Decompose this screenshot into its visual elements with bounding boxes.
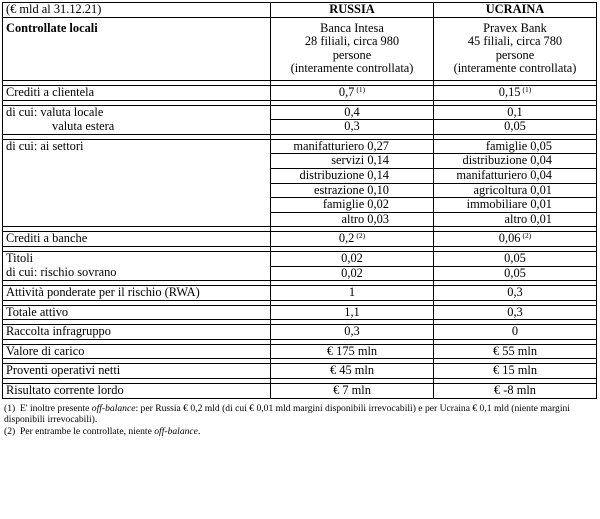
- value-ucraina: 0,1: [434, 105, 597, 120]
- row-label: Raccolta infragruppo: [3, 325, 271, 340]
- settori-row: [3, 154, 597, 169]
- raccolta-row: [3, 325, 597, 340]
- value-russia: 0,4: [271, 105, 434, 120]
- sector-russia: estrazione 0,10: [271, 183, 434, 198]
- row-label: Attività ponderate per il rischio (RWA): [3, 286, 271, 301]
- value-russia: 1,1: [271, 305, 434, 320]
- footnote-mark: (2): [522, 231, 532, 241]
- totale-attivo-row: [3, 305, 597, 320]
- sector-ucraina: manifatturiero 0,04: [434, 168, 597, 183]
- row-label: Titoli: [3, 251, 271, 266]
- footnote-text: Per entrambe le controllate, niente: [19, 425, 155, 437]
- value-russia: 1: [271, 286, 434, 301]
- value-russia: 0,3: [271, 120, 434, 135]
- valore-carico-row: [3, 344, 597, 359]
- sector-ucraina: famiglie 0,05: [434, 139, 597, 154]
- footnote-emphasis: off-balance: [91, 402, 136, 414]
- text-line: persone: [495, 47, 535, 62]
- value-ucraina: 0: [434, 325, 597, 340]
- value-ucraina: € 15 mln: [434, 364, 597, 379]
- footnote-mark: (1): [356, 84, 366, 94]
- settori-row: [3, 212, 597, 227]
- unit-label: (€ mld al 31.12.21): [3, 3, 271, 18]
- settori-row: [3, 198, 597, 213]
- subsidiary-ucraina: [434, 17, 597, 80]
- value-russia: € 7 mln: [271, 384, 434, 399]
- footnote-1: [4, 403, 596, 426]
- footnote-text: : per Russia € 0,2 mld (di cui € 0,01 mld margini disponibili irrevocabili) e per Ucraina € 0,1 mld (niente margini disponibili irrevocabili).: [4, 402, 570, 426]
- sector-ucraina: agricoltura 0,01: [434, 183, 597, 198]
- footnote-mark: (1): [4, 402, 16, 414]
- row-label: Crediti a clientela: [3, 85, 271, 100]
- valuta-estera-row: [3, 120, 597, 135]
- row-label: Totale attivo: [3, 305, 271, 320]
- value-russia: 0,02: [271, 251, 434, 266]
- row-label: di cui: rischio sovrano: [3, 266, 271, 281]
- text-line: 28 filiali, circa 980: [304, 34, 400, 49]
- controllate-row: [3, 17, 597, 80]
- value: 0,06: [498, 231, 521, 246]
- footnote-mark: (2): [4, 425, 16, 437]
- value-russia: € 45 mln: [271, 364, 434, 379]
- sector-ucraina: distribuzione 0,04: [434, 154, 597, 169]
- proventi-row: [3, 364, 597, 379]
- document: [2, 2, 596, 437]
- value-ucraina: 0,05: [434, 266, 597, 281]
- sector-russia: altro 0,03: [271, 212, 434, 227]
- value-ucraina: [434, 85, 597, 100]
- valuta-locale-row: [3, 105, 597, 120]
- footnote-mark: (1): [522, 84, 532, 94]
- value-russia: [271, 232, 434, 247]
- footnote-text: E' inoltre presente: [19, 402, 92, 414]
- value-ucraina: 0,3: [434, 286, 597, 301]
- value-ucraina: € 55 mln: [434, 344, 597, 359]
- titoli-row: [3, 251, 597, 266]
- settori-row: [3, 183, 597, 198]
- footnote-text: .: [197, 425, 201, 437]
- row-label: di cui: ai settori: [3, 139, 271, 154]
- text-line: (interamente controllata): [290, 61, 414, 76]
- exposure-table: [2, 2, 597, 399]
- value-ucraina: € -8 mln: [434, 384, 597, 399]
- value-russia: 0,02: [271, 266, 434, 281]
- row-label: Risultato corrente lordo: [3, 384, 271, 399]
- value-russia: 0,3: [271, 325, 434, 340]
- text-line: persone: [332, 47, 372, 62]
- settori-row: [3, 168, 597, 183]
- footnote-emphasis: off-balance: [154, 425, 198, 437]
- text-line: (interamente controllata): [453, 61, 577, 76]
- row-label: valuta estera: [3, 120, 271, 135]
- sector-russia: famiglie 0,02: [271, 198, 434, 213]
- row-label: Controllate locali: [3, 17, 271, 80]
- row-label: di cui: valuta locale: [3, 105, 271, 120]
- rwa-row: [3, 286, 597, 301]
- value: 0,2: [338, 231, 355, 246]
- text-line: Pravex Bank: [483, 20, 547, 35]
- column-header-russia: RUSSIA: [271, 3, 434, 18]
- sector-russia: manifatturiero 0,27: [271, 139, 434, 154]
- value-russia: [271, 85, 434, 100]
- sector-ucraina: immobiliare 0,01: [434, 198, 597, 213]
- row-label: Proventi operativi netti: [3, 364, 271, 379]
- value-ucraina: 0,05: [434, 120, 597, 135]
- footnote-mark: (2): [356, 231, 366, 241]
- text-line: Banca Intesa: [320, 20, 384, 35]
- subsidiary-russia: [271, 17, 434, 80]
- text-line: 45 filiali, circa 780: [467, 34, 563, 49]
- sector-ucraina: altro 0,01: [434, 212, 597, 227]
- value: 0,15: [498, 84, 521, 99]
- value-ucraina: [434, 232, 597, 247]
- value-russia: € 175 mln: [271, 344, 434, 359]
- sector-russia: servizi 0,14: [271, 154, 434, 169]
- value: 0,7: [338, 84, 355, 99]
- rischio-sovrano-row: [3, 266, 597, 281]
- footnotes: [2, 403, 596, 438]
- crediti-banche-row: [3, 232, 597, 247]
- value-ucraina: 0,05: [434, 251, 597, 266]
- sector-russia: distribuzione 0,14: [271, 168, 434, 183]
- value-ucraina: 0,3: [434, 305, 597, 320]
- footnote-2: [4, 426, 596, 438]
- risultato-row: [3, 384, 597, 399]
- settori-row: [3, 139, 597, 154]
- row-label: Crediti a banche: [3, 232, 271, 247]
- row-label: Valore di carico: [3, 344, 271, 359]
- column-header-ucraina: UCRAINA: [434, 3, 597, 18]
- crediti-clientela-row: [3, 85, 597, 100]
- header-row: [3, 3, 597, 18]
